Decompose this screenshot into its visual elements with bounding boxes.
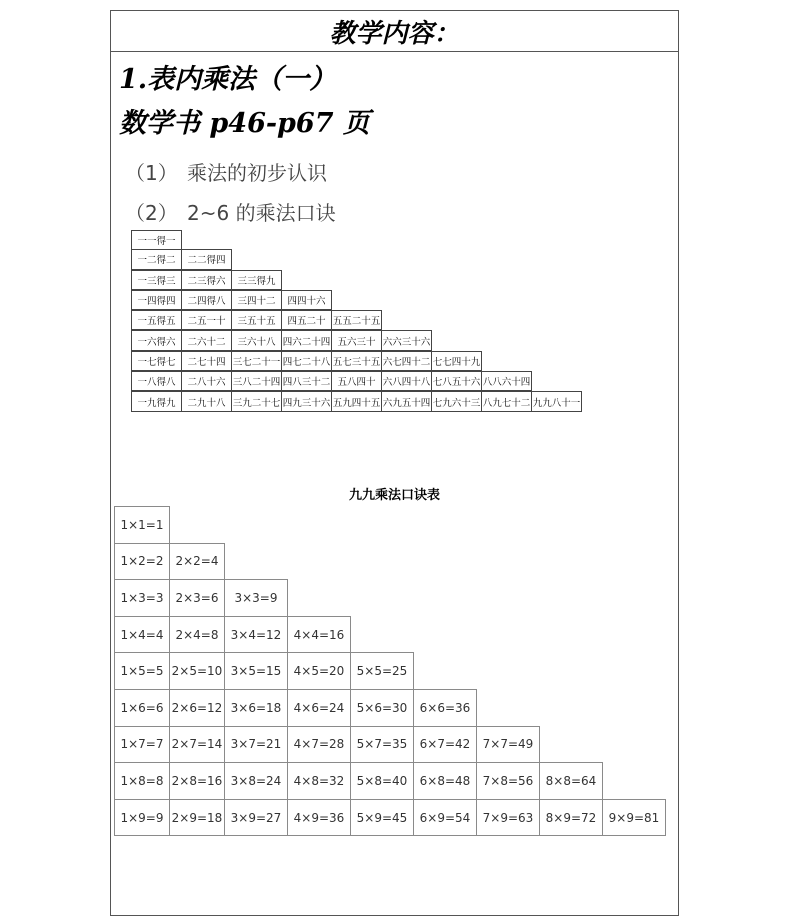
- koujue-cell: 一六得六: [131, 330, 182, 350]
- list-item: [125, 157, 327, 186]
- koujue-cell: 三六十八: [231, 330, 282, 350]
- koujue-cell: 七九六十三: [431, 391, 482, 411]
- koujue-cell: 二九十八: [181, 391, 232, 411]
- koujue-cell: 一五得五: [131, 310, 182, 330]
- koujue-cell: 四四十六: [281, 290, 332, 310]
- multiplication-row: [114, 506, 666, 544]
- koujue-cell: 三三得九: [231, 270, 282, 290]
- multiplication-table: [114, 506, 666, 836]
- koujue-cell: 三五十五: [231, 310, 282, 330]
- multiplication-cell: 4×5=20: [287, 652, 351, 690]
- koujue-cell: 一一得一: [131, 230, 182, 250]
- header-row: [111, 11, 678, 52]
- multiplication-cell: 1×8=8: [114, 762, 170, 800]
- koujue-cell: 五五二十五: [331, 310, 382, 330]
- multiplication-cell: 2×5=10: [169, 652, 225, 690]
- koujue-row: [131, 250, 582, 270]
- koujue-cell: 二二得四: [181, 249, 232, 269]
- multiplication-cell: 3×3=9: [224, 579, 288, 617]
- multiplication-row: [114, 580, 666, 617]
- koujue-cell: 一四得四: [131, 290, 182, 310]
- multiplication-cell: 4×4=16: [287, 616, 351, 654]
- koujue-cell: 二六十二: [181, 330, 232, 350]
- multiplication-cell: 4×6=24: [287, 689, 351, 727]
- multiplication-row: [114, 544, 666, 581]
- multiplication-row: [114, 690, 666, 727]
- table-caption: 九九乘法口诀表: [348, 488, 440, 503]
- multiplication-cell: 4×7=28: [287, 726, 351, 764]
- multiplication-cell: 7×7=49: [476, 726, 540, 764]
- koujue-cell: 一二得二: [131, 249, 182, 269]
- multiplication-cell: 3×9=27: [224, 799, 288, 837]
- koujue-row: [131, 291, 582, 311]
- multiplication-cell: 2×6=12: [169, 689, 225, 727]
- multiplication-cell: 8×8=64: [539, 762, 603, 800]
- koujue-cell: 七七四十九: [431, 351, 482, 371]
- multiplication-cell: 6×7=42: [413, 726, 477, 764]
- koujue-cell: 二三得六: [181, 270, 232, 290]
- koujue-cell: 三七二十一: [231, 351, 282, 371]
- list-item: [125, 197, 336, 226]
- multiplication-cell: 5×8=40: [350, 762, 414, 800]
- koujue-cell: 六八四十八: [381, 371, 432, 391]
- koujue-table: [131, 230, 582, 413]
- multiplication-cell: 2×8=16: [169, 762, 225, 800]
- multiplication-row: [114, 800, 666, 837]
- multiplication-cell: 3×8=24: [224, 762, 288, 800]
- multiplication-cell: 4×9=36: [287, 799, 351, 837]
- koujue-cell: 七八五十六: [431, 371, 482, 391]
- koujue-cell: 二五一十: [181, 310, 232, 330]
- koujue-cell: 八八六十四: [481, 371, 532, 391]
- koujue-cell: 三八二十四: [231, 371, 282, 391]
- koujue-cell: 四九三十六: [281, 391, 332, 411]
- koujue-row: [131, 271, 582, 291]
- multiplication-cell: 3×7=21: [224, 726, 288, 764]
- multiplication-cell: 4×8=32: [287, 762, 351, 800]
- koujue-cell: 五六三十: [331, 330, 382, 350]
- koujue-cell: 二四得八: [181, 290, 232, 310]
- multiplication-cell: 1×6=6: [114, 689, 170, 727]
- book-reference: 数学书 p46-p67 页: [119, 108, 370, 139]
- multiplication-cell: 6×9=54: [413, 799, 477, 837]
- koujue-cell: 九九八十一: [531, 391, 582, 411]
- multiplication-cell: 2×7=14: [169, 726, 225, 764]
- multiplication-cell: 3×4=12: [224, 616, 288, 654]
- koujue-cell: 一八得八: [131, 371, 182, 391]
- multiplication-cell: 5×9=45: [350, 799, 414, 837]
- koujue-row: [131, 331, 582, 351]
- koujue-cell: 五八四十: [331, 371, 382, 391]
- list-item-text: 2~6 的乘法口诀: [187, 201, 336, 225]
- multiplication-cell: 1×4=4: [114, 616, 170, 654]
- koujue-cell: 一九得九: [131, 391, 182, 411]
- koujue-cell: 六七四十二: [381, 351, 432, 371]
- koujue-row: [131, 311, 582, 331]
- multiplication-cell: 1×1=1: [114, 506, 170, 544]
- koujue-cell: 四六二十四: [281, 330, 332, 350]
- koujue-cell: 四七二十八: [281, 351, 332, 371]
- section-heading: 1.表内乘法（一）: [119, 64, 337, 95]
- multiplication-row: [114, 617, 666, 654]
- multiplication-cell: 1×7=7: [114, 726, 170, 764]
- koujue-cell: 一七得七: [131, 351, 182, 371]
- koujue-cell: 二八十六: [181, 371, 232, 391]
- multiplication-cell: 1×5=5: [114, 652, 170, 690]
- multiplication-row: [114, 763, 666, 800]
- multiplication-cell: 6×6=36: [413, 689, 477, 727]
- koujue-cell: 六六三十六: [381, 330, 432, 350]
- koujue-row: [131, 372, 582, 392]
- koujue-cell: 三九二十七: [231, 391, 282, 411]
- koujue-row: [131, 230, 582, 250]
- koujue-row: [131, 352, 582, 372]
- multiplication-cell: 3×6=18: [224, 689, 288, 727]
- koujue-cell: 五九四十五: [331, 391, 382, 411]
- koujue-cell: 六九五十四: [381, 391, 432, 411]
- koujue-cell: 八九七十二: [481, 391, 532, 411]
- multiplication-cell: 5×5=25: [350, 652, 414, 690]
- multiplication-cell: 8×9=72: [539, 799, 603, 837]
- multiplication-cell: 2×3=6: [169, 579, 225, 617]
- multiplication-cell: 7×8=56: [476, 762, 540, 800]
- koujue-row: [131, 392, 582, 412]
- multiplication-row: [114, 727, 666, 764]
- multiplication-cell: 1×3=3: [114, 579, 170, 617]
- multiplication-cell: 2×4=8: [169, 616, 225, 654]
- koujue-cell: 三四十二: [231, 290, 282, 310]
- list-item-text: 乘法的初步认识: [187, 161, 327, 185]
- koujue-cell: 四五二十: [281, 310, 332, 330]
- koujue-cell: 二七十四: [181, 351, 232, 371]
- multiplication-cell: 3×5=15: [224, 652, 288, 690]
- koujue-cell: 四八三十二: [281, 371, 332, 391]
- page-title: 教学内容：: [329, 18, 460, 49]
- koujue-cell: 五七三十五: [331, 351, 382, 371]
- multiplication-cell: 1×2=2: [114, 543, 170, 581]
- multiplication-cell: 5×6=30: [350, 689, 414, 727]
- multiplication-cell: 9×9=81: [602, 799, 666, 837]
- list-item-number: （2）: [125, 201, 178, 225]
- multiplication-cell: 1×9=9: [114, 799, 170, 837]
- multiplication-cell: 7×9=63: [476, 799, 540, 837]
- multiplication-cell: 2×2=4: [169, 543, 225, 581]
- multiplication-cell: 5×7=35: [350, 726, 414, 764]
- multiplication-cell: 2×9=18: [169, 799, 225, 837]
- list-item-number: （1）: [125, 161, 178, 185]
- multiplication-cell: 6×8=48: [413, 762, 477, 800]
- multiplication-row: [114, 653, 666, 690]
- koujue-cell: 一三得三: [131, 270, 182, 290]
